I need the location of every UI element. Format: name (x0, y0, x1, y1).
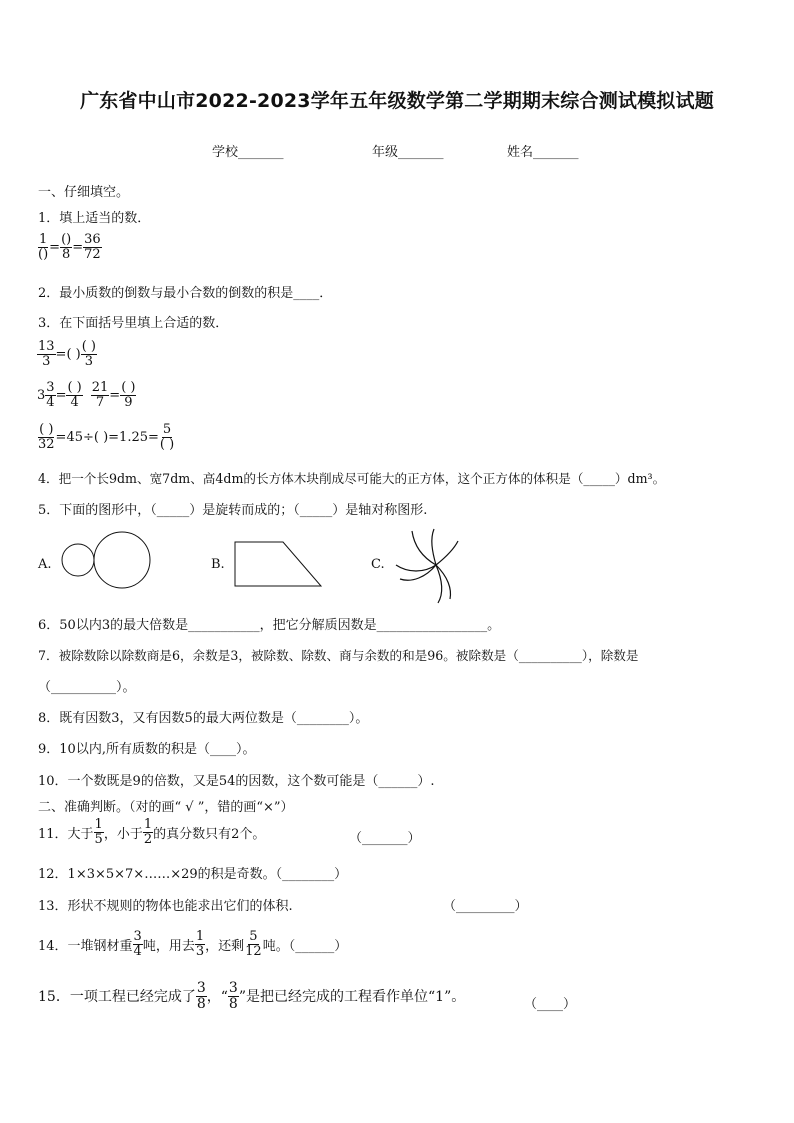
question-2-text: 2．最小质数的倒数与最小合数的倒数的积是____． (38, 286, 333, 301)
question-3-text: 3．在下面括号里填上合适的数． (38, 316, 229, 331)
option-b-label: B. (211, 557, 225, 572)
equation-text: =( ) (55, 346, 81, 362)
fraction: $\frac{13}{3}$ (38, 339, 55, 369)
fraction: $\frac{3}{4}$ (46, 380, 55, 410)
question-15-mid: ，“ (206, 989, 228, 1006)
question-8-text: 8．既有因数3，又有因数5的最大两位数是（________）。 (38, 711, 369, 726)
question-7-line-1: 7．被除数除以除数商是6，余数是3，被除数、除数、商与余数的和是96。被除数是（__________），除数是 (38, 648, 639, 663)
question-15-pre: 15．一项工程已经完成了 (38, 989, 196, 1006)
fraction: $\frac{5}{12}$ (245, 929, 262, 959)
school-field (212, 141, 284, 160)
large-circle (94, 532, 150, 588)
fraction: $\frac{36}{72}$ (84, 232, 101, 262)
question-3-row-2 (37, 381, 136, 409)
fraction: $\frac{1}{()}$ (38, 232, 49, 262)
question-14-mid-1: 吨，用去 (142, 938, 195, 954)
curve-left (396, 565, 436, 571)
question-14 (38, 930, 347, 958)
fraction: $\frac{( )}{3}$ (81, 339, 96, 369)
question-11 (38, 818, 265, 846)
fraction: $\frac{( )}{9}$ (121, 380, 136, 410)
question-9-text: 9．10以内,所有质数的积是（____）。 (38, 742, 256, 757)
trapezoid-figure (233, 540, 325, 588)
grade-blank: _______ (398, 145, 444, 160)
name-blank: _______ (533, 145, 579, 160)
fraction: $\frac{3}{8}$ (228, 980, 238, 1012)
question-3-row-3 (37, 423, 175, 451)
question-5-text: 5．下面的图形中，（_____）是旋转而成的；（_____）是轴对称图形. (38, 503, 428, 518)
question-11-mid: ，小于 (103, 826, 143, 842)
question-11-pre: 11．大于 (38, 826, 94, 842)
whole-number: 3 (37, 387, 46, 403)
question-1-fractions (37, 233, 102, 261)
question-7-line-2: （__________）。 (38, 680, 136, 695)
equation-text: =45÷( )=1.25= (55, 429, 159, 445)
question-15 (38, 981, 465, 1011)
grade-label: 年级 (372, 145, 399, 160)
question-11-post: 的真分数只有2个。 (153, 826, 266, 842)
pinwheel-figure (392, 527, 462, 605)
question-3-row-1 (37, 340, 97, 368)
question-6-text: 6．50以内3的最大倍数是___________，把它分解质因数是_________________。 (38, 618, 501, 633)
school-blank: _______ (238, 145, 284, 160)
curve-right (436, 541, 458, 565)
option-a-label: A. (38, 557, 52, 572)
equals-sign: = (109, 387, 121, 403)
question-14-post: 吨。（______） (262, 938, 348, 954)
fraction: $\frac{3}{4}$ (133, 929, 142, 959)
fraction: $\frac{( )}{32}$ (38, 422, 55, 452)
equals-sign: = (49, 239, 61, 255)
section-1-heading: 一、仔细填空。 (38, 185, 130, 200)
fraction: $\frac{5}{( )}$ (159, 422, 175, 452)
question-1-text: 1．填上适当的数． (38, 211, 151, 226)
fraction: $\frac{( )}{4}$ (67, 380, 82, 410)
page-title: 广东省中山市2022-2023学年五年级数学第二学期期末综合测试模拟试题 (80, 90, 714, 112)
option-c-label: C. (371, 557, 385, 572)
fraction: $\frac{1}{2}$ (143, 817, 153, 847)
question-4-text: 4．把一个长9dm、宽7dm、高4dm的长方体木块削成尽可能大的正方体，这个正方体的体积是（_____）dm³。 (38, 471, 666, 486)
curve-left-2 (400, 565, 436, 580)
grade-field (372, 141, 444, 160)
name-field (507, 141, 579, 160)
fraction: $\frac{()}{8}$ (61, 232, 72, 262)
school-label: 学校 (212, 145, 239, 160)
question-11-answer-blank[interactable]: （_______） (349, 831, 421, 846)
fraction: $\frac{3}{8}$ (196, 980, 206, 1012)
name-label: 姓名 (507, 145, 534, 160)
equals-sign: = (55, 387, 67, 403)
question-15-answer-blank[interactable]: （____） (524, 997, 577, 1012)
question-14-pre: 14．一堆钢材重 (38, 938, 133, 954)
curve-top-2 (432, 529, 436, 565)
section-2-heading: 二、准确判断。（对的画“ √ ”，错的画“×”） (38, 800, 294, 815)
fraction: $\frac{1}{3}$ (195, 929, 205, 959)
fraction: $\frac{1}{5}$ (94, 817, 103, 847)
equals-sign: = (72, 239, 84, 255)
right-trapezoid (235, 542, 321, 586)
fraction: $\frac{21}{7}$ (91, 380, 109, 410)
small-circle (62, 544, 94, 576)
question-10-text: 10．一个数既是9的倍数，又是54的因数，这个数可能是（______）. (38, 774, 435, 789)
two-circles-figure (58, 536, 154, 584)
question-14-mid-2: ，还剩 (205, 938, 245, 954)
question-13-answer-blank[interactable]: （_________） (443, 899, 528, 914)
question-12-text: 12．1×3×5×7×……×29的积是奇数。（________） (38, 867, 348, 882)
question-15-post: ”是把已经完成的工程看作单位“1”。 (238, 989, 466, 1006)
question-13-text: 13．形状不规则的物体也能求出它们的体积. (38, 899, 293, 914)
